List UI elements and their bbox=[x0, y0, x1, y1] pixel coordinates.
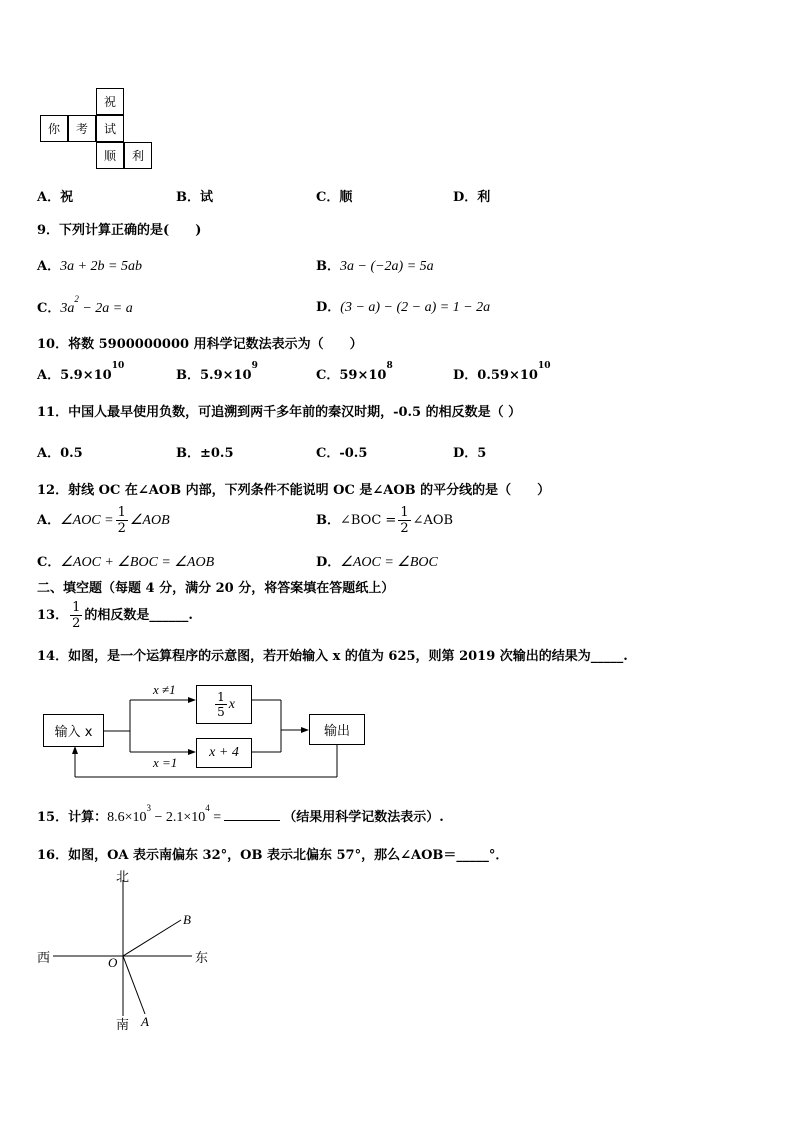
point-o-label: O bbox=[108, 955, 118, 970]
q11-option-c: C．-0.5 bbox=[316, 446, 368, 461]
q13: 13． $\frac{1}{2}$ 的相反数是______. bbox=[37, 600, 193, 631]
q12-option-b: B．∠BOC = $\frac{1}{2}$ ∠AOB bbox=[316, 505, 454, 536]
condition-not-one: x ≠1 bbox=[153, 682, 176, 697]
net-cell: 祝 bbox=[96, 88, 124, 115]
q16-stem: 16．如图，OA 表示南偏东 32°，OB 表示北偏东 57°，那么∠AOB＝_____°． bbox=[37, 848, 509, 863]
east-label: 东 bbox=[195, 951, 209, 966]
north-label: 北 bbox=[116, 870, 130, 885]
q11-stem: 11．中国人最早使用负数，可追溯到两千多年前的秦汉时期，-0.5 的相反数是（ ） bbox=[37, 405, 522, 420]
q12-option-a: A．∠AOC = $\frac{1}{2}$ ∠AOB bbox=[37, 505, 170, 536]
q9-option-c: C．$3a^2 - 2a = a$ bbox=[37, 294, 133, 316]
input-box: 输入 x bbox=[43, 714, 104, 747]
add-four-box: x + 4 bbox=[196, 738, 252, 768]
point-b-label: B bbox=[183, 912, 191, 927]
q14-stem: 14．如图，是一个运算程序的示意图，若开始输入 x 的值为 625，则第 2019 次输出的结果为_____. bbox=[37, 649, 628, 664]
net-cell: 你 bbox=[40, 115, 68, 142]
q9-option-b: B．3a − (−2a) = 5a bbox=[316, 259, 434, 274]
q8-option-c: C．顺 bbox=[316, 190, 353, 205]
output-box: 输出 bbox=[309, 714, 365, 745]
divide-by-five-box: $\frac{1}{5}$ x bbox=[196, 685, 252, 724]
condition-equals-one: x =1 bbox=[153, 755, 178, 770]
q8-option-b: B．试 bbox=[176, 190, 213, 205]
net-cell: 顺 bbox=[96, 142, 124, 169]
q8-option-a: A．祝 bbox=[37, 190, 74, 205]
q10-option-d: D．$0.59\times 10^{10}$ bbox=[453, 361, 551, 383]
q9-option-a: A．3a + 2b = 5ab bbox=[37, 259, 142, 274]
q8-option-d: D．利 bbox=[453, 190, 491, 205]
q9-stem: 9．下列计算正确的是( ) bbox=[37, 223, 202, 238]
q15: 15．计算：$8.6\times 10^3 - 2.1\times 10^4$ = （结果用科学记数法表示）. bbox=[37, 803, 444, 825]
q10-stem: 10．将数 5900000000 用科学记数法表示为（ ） bbox=[37, 337, 363, 352]
q9-option-d: D．(3 − a) − (2 − a) = 1 − 2a bbox=[316, 300, 491, 315]
net-cell: 试 bbox=[96, 115, 124, 142]
q12-option-c: C．∠AOC + ∠BOC = ∠AOB bbox=[37, 555, 215, 570]
q11-option-b: B．±0.5 bbox=[176, 446, 234, 461]
q12-option-d: D．∠AOC = ∠BOC bbox=[316, 555, 438, 570]
q10-option-b: B．$5.9\times 10^9$ bbox=[176, 361, 258, 383]
net-cell: 利 bbox=[124, 142, 152, 169]
q11-option-a: A．0.5 bbox=[37, 446, 83, 461]
south-label: 南 bbox=[116, 1018, 130, 1033]
section-heading: 二、填空题（每题 4 分，满分 20 分，将答案填在答题纸上） bbox=[37, 581, 395, 596]
net-cell: 考 bbox=[68, 115, 96, 142]
west-label: 西 bbox=[37, 951, 51, 966]
q10-option-a: A．$5.9\times 10^{10}$ bbox=[37, 361, 125, 383]
q10-option-c: C．$59\times 10^8$ bbox=[316, 361, 393, 383]
q11-option-d: D．5 bbox=[453, 446, 487, 461]
q12-stem: 12．射线 OC 在∠AOB 内部，下列条件不能说明 OC 是∠AOB 的平分线的是（ ） bbox=[37, 483, 551, 498]
point-a-label: A bbox=[141, 1014, 149, 1029]
